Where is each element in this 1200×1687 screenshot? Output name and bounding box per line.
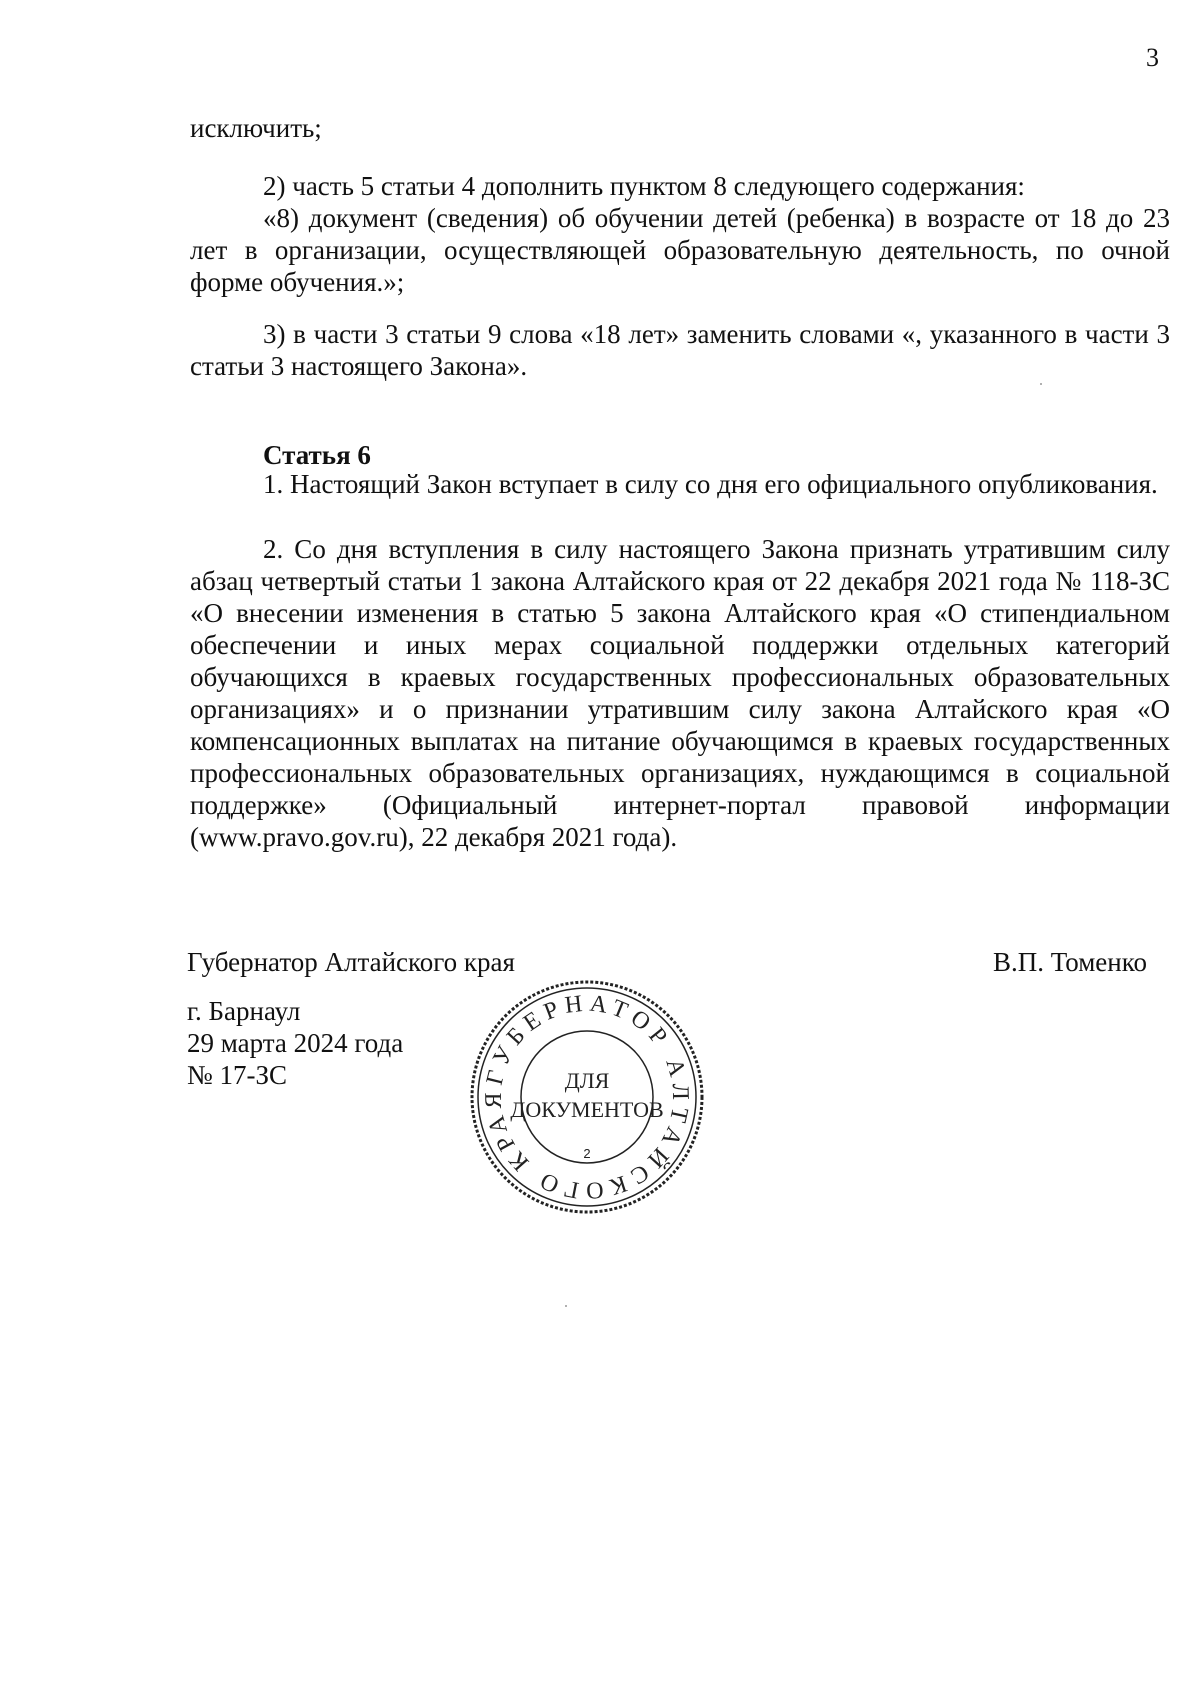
seal-center-line-1: ДЛЯ — [564, 1068, 610, 1093]
item-2-intro: 2) часть 5 статьи 4 дополнить пунктом 8 следующего содержания: — [263, 171, 1025, 201]
scan-speck — [565, 1305, 567, 1307]
seal-number: 2 — [583, 1146, 591, 1161]
scan-speck — [1040, 383, 1042, 385]
law-number: № 17-ЗС — [187, 1060, 288, 1090]
page-number: 3 — [1146, 43, 1159, 72]
signing-city: г. Барнаул — [187, 996, 301, 1026]
article-6-paragraph-1: 1. Настоящий Закон вступает в силу со дня его официального опубликования. — [263, 469, 1158, 499]
governor-name: В.П. Томенко — [993, 947, 1147, 977]
article-6-heading: Статья 6 — [263, 440, 371, 470]
item-3: 3) в части 3 статьи 9 слова «18 лет» заменить словами «, указанного в части 3 статьи 3 настоящего Закона». — [190, 319, 1170, 381]
official-seal — [467, 977, 707, 1217]
line-continuation: исключить; — [190, 113, 322, 143]
seal-ring-text: ГУБЕРНАТОР АЛТАЙСКОГО КРАЯ — [480, 990, 694, 1204]
signing-date: 29 марта 2024 года — [187, 1028, 404, 1058]
seal-center-line-2: ДОКУМЕНТОВ — [510, 1097, 664, 1122]
item-2-quote: «8) документ (сведения) об обучении детей (ребенка) в возрасте от 18 до 23 лет в организации, осуществляющей образовательную деятельность, по очной форме обучения.»; — [190, 203, 1170, 297]
governor-title: Губернатор Алтайского края — [187, 947, 515, 977]
article-6-paragraph-2: 2. Со дня вступления в силу настоящего Закона признать утратившим силу абзац четвертый статьи 1 закона Алтайского края от 22 декабря 2021 года № 118-ЗС «О внесении изменения в статью 5 закона Алтайского края «О стипендиальном обеспечении и иных мерах социальной поддержки отдельных категорий обучающихся в краевых государственных профессиональных образовательных организациях» и о признании утратившим силу закона Алтайского края «О компенсационных выплатах на питание обучающимся в краевых государственных профессиональных образовательных организациях, нуждающимся в социальной поддержке» (Официальный интернет-портал правовой информации (www.pravo.gov.ru), 22 декабря 2021 года). — [190, 534, 1170, 852]
